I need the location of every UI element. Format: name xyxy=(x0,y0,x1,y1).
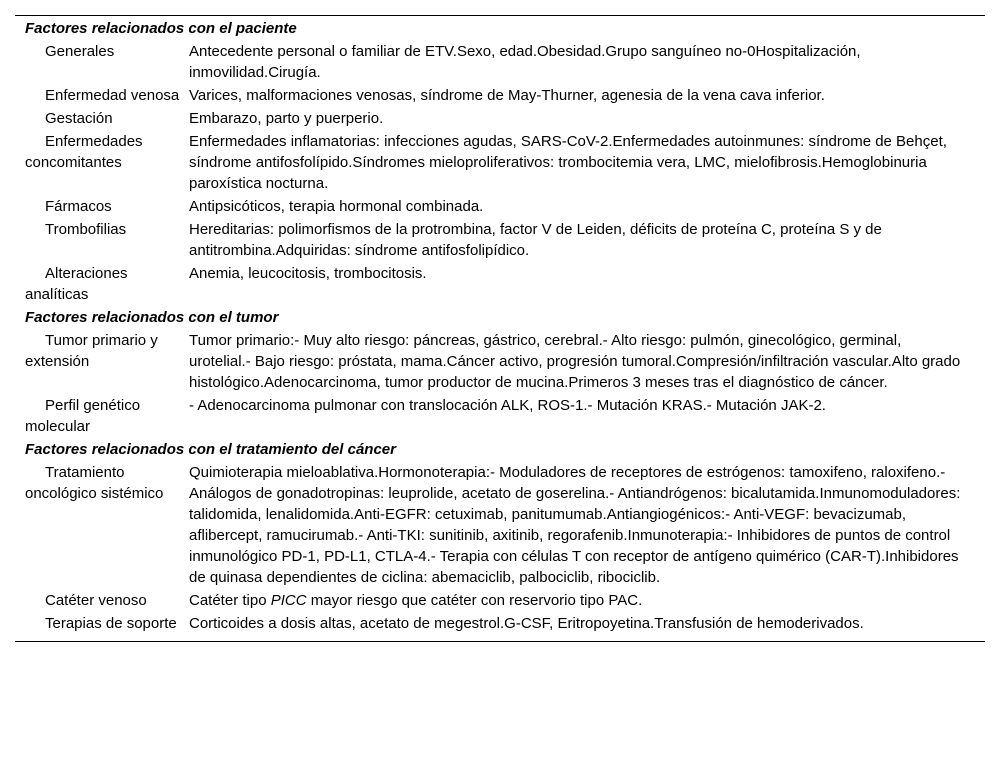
value-text-after: mayor riesgo que catéter con reservorio tipo PAC. xyxy=(306,592,643,609)
row-value: Antipsicóticos, terapia hormonal combinada. xyxy=(189,198,484,215)
row-value: - Adenocarcinoma pulmonar con translocación ALK, ROS-1.- Mutación KRAS.- Mutación JAK-2. xyxy=(189,397,826,414)
row-value: Varices, malformaciones venosas, síndrome de May-Thurner, agenesia de la vena cava inferior. xyxy=(189,87,825,104)
table-row xyxy=(15,589,985,612)
table-row xyxy=(15,394,985,438)
row-label: Catéter venoso xyxy=(45,592,147,609)
table-row xyxy=(15,262,985,306)
row-label: Terapias de soporte xyxy=(45,615,177,632)
section-header-paciente xyxy=(15,16,985,40)
table-bottom-rule xyxy=(15,641,985,642)
row-label: Fármacos xyxy=(45,198,112,215)
section-header-tumor xyxy=(15,306,985,329)
value-text-italic: PICC xyxy=(270,592,307,609)
risk-factors-table-container xyxy=(15,15,985,642)
row-value: Antecedente personal o familiar de ETV.Sexo, edad.Obesidad.Grupo sanguíneo no-0Hospitalización, inmovilidad.Cirugía. xyxy=(189,43,861,81)
row-label: Tumor primario y extensión xyxy=(25,332,158,370)
risk-factors-table xyxy=(15,16,985,635)
table-row xyxy=(15,84,985,107)
row-label: Enfermedad venosa xyxy=(45,87,180,104)
row-value: Corticoides a dosis altas, acetato de megestrol.G-CSF, Eritropoyetina.Transfusión de hemoderivados. xyxy=(189,615,864,632)
table-row xyxy=(15,612,985,635)
section-title: Factores relacionados con el paciente xyxy=(25,20,297,37)
row-label: Tratamiento oncológico sistémico xyxy=(25,464,164,502)
row-label: Gestación xyxy=(45,110,113,127)
row-value xyxy=(189,589,985,612)
section-title: Factores relacionados con el tumor xyxy=(25,309,279,326)
value-text-before: Catéter tipo xyxy=(189,592,271,609)
row-label: Enfermedades concomitantes xyxy=(25,133,143,171)
table-row xyxy=(15,218,985,262)
table-row xyxy=(15,107,985,130)
section-title: Factores relacionados con el tratamiento del cáncer xyxy=(25,441,396,458)
row-value: Tumor primario:- Muy alto riesgo: páncreas, gástrico, cerebral.- Alto riesgo: pulmón, ginecológico, germinal, urotelial.- Bajo riesgo: próstata, mama.Cáncer activo, progresión tumoral.Compresión/infiltración vascular.Alto grado histológico.Adenocarcinoma, tumor productor de mucina.Primeros 3 meses tras el diagnóstico de cáncer. xyxy=(189,332,961,391)
row-value: Hereditarias: polimorfismos de la protrombina, factor V de Leiden, déficits de proteína C, proteína S y de antitrombina.Adquiridas: síndrome antifosfolipídico. xyxy=(189,221,882,259)
row-label: Alteraciones analíticas xyxy=(25,265,128,303)
table-row xyxy=(15,329,985,394)
table-row xyxy=(15,461,985,589)
row-label: Trombofilias xyxy=(45,221,127,238)
row-value: Enfermedades inflamatorias: infecciones agudas, SARS-CoV-2.Enfermedades autoinmunes: síndrome de Behçet, síndrome antifosfolípido.Síndromes mieloproliferativos: trombocitemia vera, LMC, mielofibrosis.Hemoglobinuria paroxística nocturna. xyxy=(189,133,947,192)
row-value: Embarazo, parto y puerperio. xyxy=(189,110,384,127)
row-label: Generales xyxy=(45,43,115,60)
table-row xyxy=(15,40,985,84)
section-header-tratamiento xyxy=(15,438,985,461)
table-row xyxy=(15,130,985,195)
table-row xyxy=(15,195,985,218)
row-value: Anemia, leucocitosis, trombocitosis. xyxy=(189,265,427,282)
row-value: Quimioterapia mieloablativa.Hormonoterapia:- Moduladores de receptores de estrógenos: tamoxifeno, raloxifeno.- Análogos de gonadotropinas: leuprolide, acetato de goserelina.- Antiandrógenos: bicalutamida.Inmunomoduladores: talidomida, lenalidomida.Anti-EGFR: cetuximab, panitumumab.Antiangiogénicos:- Anti-VEGF: bevacizumab, aflibercept, ramucirumab.- Anti-TKI: sunitinib, axitinib, regorafenib.Inmunoterapia:- Inhibidores de puntos de control inmunológico PD-1, PD-L1, CTLA-4.- Terapia con células T con receptor de antígeno quimérico (CAR-T).Inhibidores de quinasa dependientes de ciclina: abemaciclib, palbociclib, ribociclib. xyxy=(189,464,961,586)
row-label: Perfil genético molecular xyxy=(25,397,141,435)
